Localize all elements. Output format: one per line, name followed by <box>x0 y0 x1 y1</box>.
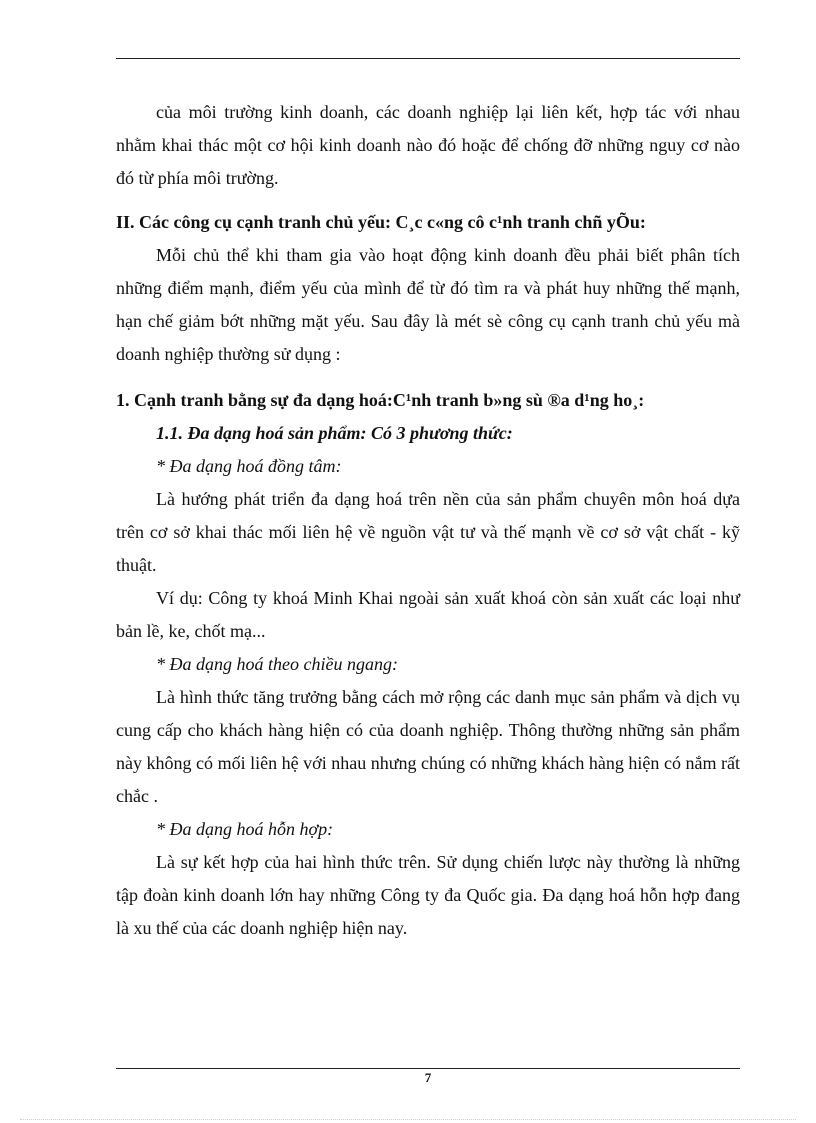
header-rule <box>116 58 740 59</box>
paragraph-example: Ví dụ: Công ty khoá Minh Khai ngoài sản xuất khoá còn sản xuất các loại như bản lề, ke, chốt mạ... <box>116 588 740 641</box>
page-body <box>116 96 740 945</box>
sub-subsection-heading: 1.1. Đa dạng hoá sản phẩm: Có 3 phương thức: <box>156 423 513 443</box>
page-edge <box>20 1119 796 1120</box>
bullet-heading-concentric: * Đa dạng hoá đồng tâm: <box>156 456 342 476</box>
bullet-heading-mixed: * Đa dạng hoá hỗn hợp: <box>156 819 334 839</box>
page-number: 7 <box>424 1070 432 1085</box>
paragraph-concentric: Là hướng phát triển đa dạng hoá trên nền của sản phẩm chuyên môn hoá dựa trên cơ sở khai thác mối liên hệ về nguồn vật tư và thế mạnh về cơ sở vật chất - kỹ thuật. <box>116 489 740 575</box>
footer-rule <box>116 1068 740 1069</box>
subsection-heading: 1. Cạnh tranh bằng sự đa dạng hoá:C¹nh tranh b»ng sù ®a d¹ng ho¸: <box>116 390 645 410</box>
bullet-heading-horizontal: * Đa dạng hoá theo chiều ngang: <box>156 654 398 674</box>
paragraph-continuation: của môi trường kinh doanh, các doanh nghiệp lại liên kết, hợp tác với nhau nhằm khai thác một cơ hội kinh doanh nào đó hoặc để chống đỡ những nguy cơ nào đó từ phía môi trường. <box>116 102 740 188</box>
paragraph-intro: Mỗi chủ thể khi tham gia vào hoạt động kinh doanh đều phải biết phân tích những điểm mạnh, điểm yếu của mình để từ đó tìm ra và phát huy những thế mạnh, hạn chế giảm bớt những mặt yếu. Sau đây là mét sè công cụ cạnh tranh chủ yếu mà doanh nghiệp thường sử dụng : <box>116 245 740 364</box>
paragraph-horizontal: Là hình thức tăng trưởng bằng cách mở rộng các danh mục sản phẩm và dịch vụ cung cấp cho khách hàng hiện có của doanh nghiệp. Thông thường những sản phẩm này không có mối liên hệ với nhau nhưng chúng có những khách hàng hiện có nắm rất chắc . <box>116 687 740 806</box>
section-heading: II. Các công cụ cạnh tranh chủ yếu: C¸c c«ng cô c¹nh tranh chñ yÕu: <box>116 212 646 232</box>
paragraph-mixed: Là sự kết hợp của hai hình thức trên. Sử dụng chiến lược này thường là những tập đoàn kinh doanh lớn hay những Công ty đa Quốc gia. Đa dạng hoá hỗn hợp đang là xu thế của các doanh nghiệp hiện nay. <box>116 852 740 938</box>
